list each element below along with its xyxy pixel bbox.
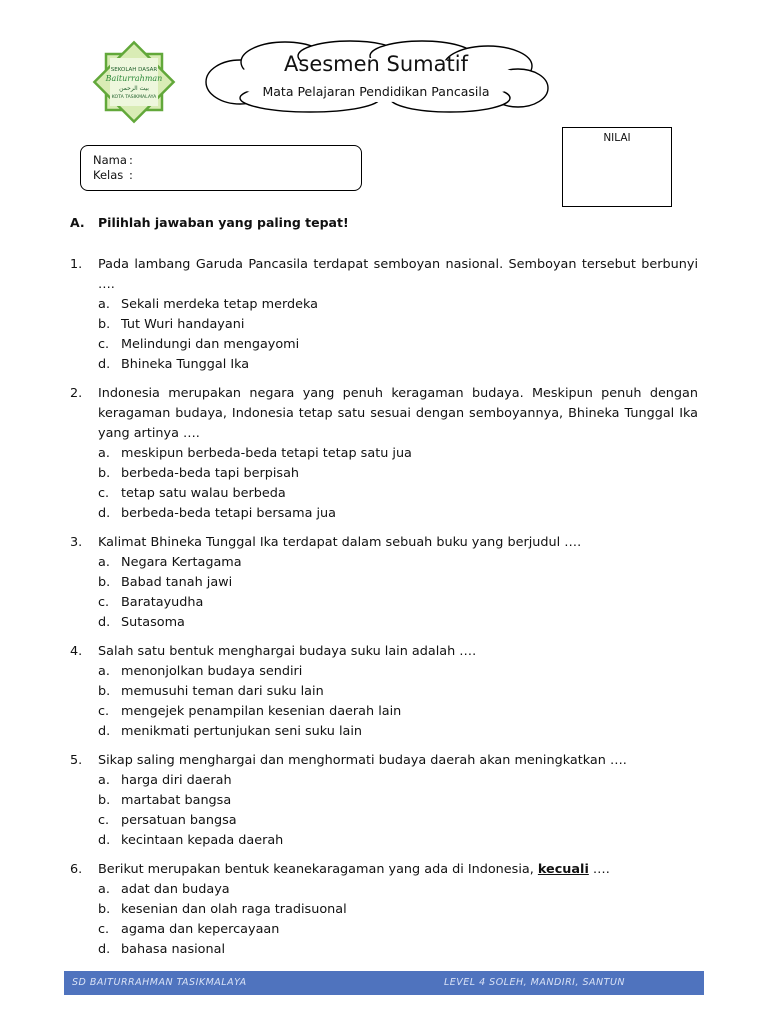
question-number: 4. [70,644,83,659]
option-c [98,335,698,355]
question-5 [70,751,698,851]
class-label: Kelas [93,168,124,182]
option-text: tetap satu walau berbeda [121,486,286,501]
option-letter: d. [98,724,111,739]
option-letter: a. [98,773,110,788]
option-text: menonjolkan budaya sendiri [121,664,303,679]
option-a [98,295,698,315]
option-letter: b. [98,466,111,481]
option-a [98,444,698,464]
option-a [98,771,698,791]
option-letter: d. [98,357,111,372]
option-d [98,722,698,742]
option-d [98,613,698,633]
option-c [98,811,698,831]
name-label: Nama [93,153,127,167]
option-letter: d. [98,506,111,521]
option-text: berbeda-beda tapi berpisah [121,466,300,481]
class-separator: : [129,168,133,182]
question-keyword: kecuali [537,862,589,877]
question-text: Kalimat Bhineka Tunggal Ika terdapat dalam sebuah buku yang berjudul …. [98,535,582,550]
option-c [98,593,698,613]
option-letter: b. [98,575,111,590]
question-number: 5. [70,753,83,768]
option-text: Melindungi dan mengayomi [121,337,300,352]
option-letter: a. [98,664,110,679]
option-text: Sutasoma [121,615,185,630]
option-letter: c. [98,486,110,501]
question-text: Indonesia merupakan negara yang penuh keragaman budaya. Meskipun penuh dengan keragaman budaya, Indonesia tetap satu sesuai dengan semboyannya, Bhineka Tunggal Ika yang artinya …. [98,386,698,441]
footer-school-name: SD BAITURRAHMAN TASIKMALAYA [72,977,247,988]
option-letter: c. [98,595,110,610]
option-text: adat dan budaya [121,882,230,897]
option-letter: b. [98,317,111,332]
option-a [98,880,698,900]
section-letter: A. [70,215,85,230]
question-text-after: …. [588,862,610,877]
option-letter: b. [98,684,111,699]
option-text: memusuhi teman dari suku lain [121,684,324,699]
section-instruction: Pilihlah jawaban yang paling tepat! [98,215,349,230]
question-number: 1. [70,257,83,272]
option-text: persatuan bangsa [121,813,237,828]
option-c [98,920,698,940]
option-letter: d. [98,615,111,630]
question-1 [70,255,698,375]
option-b [98,464,698,484]
option-text: bahasa nasional [121,942,226,957]
option-b [98,900,698,920]
question-3 [70,533,698,633]
option-text: berbeda-beda tetapi bersama jua [121,506,337,521]
option-b [98,573,698,593]
option-d [98,504,698,524]
section-heading [70,215,349,230]
option-text: harga diri daerah [121,773,232,788]
page-footer [64,971,704,995]
question-number: 2. [70,386,83,401]
identity-row-class [93,168,361,183]
option-letter: d. [98,942,111,957]
question-number: 6. [70,862,83,877]
question-number: 3. [70,535,83,550]
option-text: menikmati pertunjukan seni suku lain [121,724,363,739]
option-text: kecintaan kepada daerah [121,833,284,848]
score-label: NILAI [603,132,631,144]
logo-text-middle: Baiturrahman [105,74,163,83]
question-text: Salah satu bentuk menghargai budaya suku lain adalah …. [98,644,477,659]
option-text: martabat bangsa [121,793,232,808]
option-c [98,484,698,504]
option-letter: a. [98,297,110,312]
logo-text-bottom: KOTA TASIKMALAYA [111,95,157,100]
question-text: Pada lambang Garuda Pancasila terdapat semboyan nasional. Semboyan tersebut berbunyi …. [98,257,698,292]
school-logo [84,38,184,126]
option-letter: a. [98,446,110,461]
question-6 [70,860,698,960]
question-4 [70,642,698,742]
option-text: Negara Kertagama [121,555,242,570]
identity-row-name [93,153,361,168]
logo-text-arabic: بيت الرحمن [119,85,149,92]
option-letter: d. [98,833,111,848]
question-2 [70,384,698,524]
option-c [98,702,698,722]
option-d [98,831,698,851]
option-letter: c. [98,922,110,937]
page-title: Asesmen Sumatif [284,52,468,76]
question-list [70,255,698,969]
option-text: Tut Wuri handayani [121,317,245,332]
option-text: Bhineka Tunggal Ika [121,357,250,372]
question-text: Sikap saling menghargai dan menghormati budaya daerah akan meningkatkan …. [98,753,627,768]
option-b [98,682,698,702]
subject-subtitle: Mata Pelajaran Pendidikan Pancasila [262,84,490,99]
option-d [98,355,698,375]
option-text: Babad tanah jawi [121,575,233,590]
option-letter: c. [98,337,110,352]
option-a [98,553,698,573]
score-box [562,127,672,207]
logo-text-top: SEKOLAH DASAR [110,67,158,73]
name-separator: : [129,153,133,167]
option-letter: b. [98,902,111,917]
option-letter: a. [98,555,110,570]
option-letter: c. [98,813,110,828]
option-letter: a. [98,882,110,897]
footer-motto: LEVEL 4 SOLEH, MANDIRI, SANTUN [444,977,626,988]
option-b [98,791,698,811]
option-b [98,315,698,335]
option-text: Sekali merdeka tetap merdeka [121,297,319,312]
question-text [98,860,698,880]
question-text-before: Berikut merupakan bentuk keanekaragaman yang ada di Indonesia, [98,862,538,877]
option-text: Baratayudha [121,595,204,610]
option-a [98,662,698,682]
student-identity-box [80,145,362,191]
option-text: kesenian dan olah raga tradisuonal [121,902,347,917]
option-text: mengejek penampilan kesenian daerah lain [121,704,402,719]
option-letter: b. [98,793,111,808]
option-text: meskipun berbeda-beda tetapi tetap satu jua [121,446,412,461]
option-letter: c. [98,704,110,719]
option-text: agama dan kepercayaan [121,922,280,937]
option-d [98,940,698,960]
